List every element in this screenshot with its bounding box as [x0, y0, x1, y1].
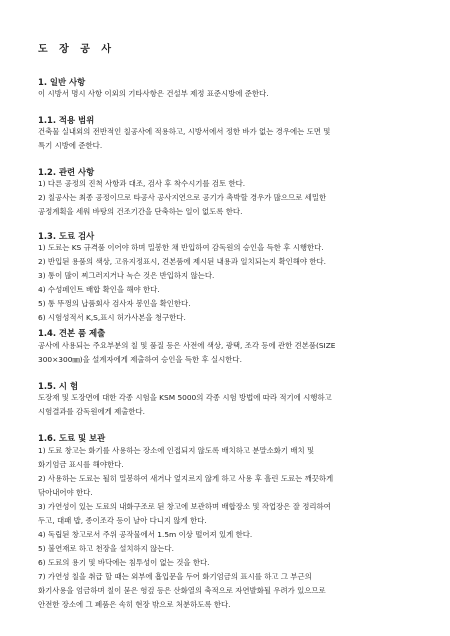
section-title: 1.2. 관련 사항 — [38, 167, 95, 177]
text-line: 도장재 및 도장면에 대한 각종 시험을 KSM 5000의 각종 시험 방법에 따라 적기에 시행하고 — [38, 393, 332, 402]
document-title: 도 장 공 사 — [38, 44, 116, 55]
text-line: 4) 수성페인트 배합 확인을 해야 한다. — [38, 285, 160, 294]
text-line: 6) 도료의 용기 및 바닥에는 침투성이 없는 것을 한다. — [38, 558, 210, 567]
text-line: 공사에 사용되는 주요부분의 칠 및 품질 등은 사전에 색상, 광택, 조각 등에 관한 견본품(SIZE — [38, 341, 336, 350]
text-line: 안전한 장소에 그 폐품은 속히 현장 밖으로 처분하도록 한다. — [38, 600, 231, 609]
text-line: 2) 반입된 용품의 색상, 고유지정표시, 견본품에 제시된 내용과 일치되는지 확인해야 한다. — [38, 257, 327, 266]
text-line: 2) 사용하는 도료는 될히 밀봉하여 새거나 엎지르지 않게 하고 사용 후 흘린 도료는 깨끗하게 — [38, 474, 334, 483]
text-line: 특기 시방에 준한다. — [38, 141, 103, 150]
text-line: 1) 다른 공정의 진척 사항과 대조, 검사 후 착수시기를 검토 한다. — [38, 179, 246, 188]
text-line: 공정계획을 세워 바탕의 건조기간을 단축하는 일이 없도록 한다. — [38, 207, 243, 216]
section-title: 1.5. 시 험 — [38, 381, 79, 391]
section-title: 1.6. 도료 및 보관 — [38, 433, 106, 443]
text-line: 시험결과를 감독원에게 제출한다. — [38, 407, 146, 416]
text-line: 3) 가연성이 있는 도료의 내화구조로 된 창고에 보관하며 배합장소 및 작업장은 잘 정리하여 — [38, 502, 331, 511]
text-line: 건축물 실내외의 전반적인 칠공사에 적용하고, 시방서에서 정한 바가 없는 경우에는 도면 및 — [38, 127, 331, 136]
text-line: 이 시방서 명시 사항 이외의 기타사항은 건설부 제정 표준시방에 준한다. — [38, 89, 269, 98]
text-line: 5) 통 뚜껑의 납품회사 검사자 봉인을 확인한다. — [38, 299, 191, 308]
text-line: 6) 시험성적서 K,S,표시 허가사본을 청구한다. — [38, 313, 186, 322]
text-line: 두고, 대패 밥, 종이조각 등이 날아 다니지 않게 한다. — [38, 516, 207, 525]
text-line: 화기사용을 엄금하며 칠이 묻은 헝겊 등은 산화열의 축적으로 자연발화될 우려가 있으므로 — [38, 586, 326, 595]
text-line: 7) 가연성 칠을 취급 할 때는 외부에 흡입문을 두어 화기엄금의 표시를 하고 그 부근의 — [38, 572, 312, 581]
text-line: 닦아내어야 한다. — [38, 488, 93, 497]
text-line: 300×300㎜)을 설계자에게 제출하여 승인을 득한 후 실시한다. — [38, 355, 242, 364]
text-line: 1) 도료는 KS 규격품 이어야 하며 밀봉한 채 반입하여 감독원의 승인을 득한 후 시행한다. — [38, 243, 324, 252]
section-title: 1. 일반 사항 — [38, 77, 86, 87]
section-title: 1.1. 적용 범위 — [38, 115, 95, 125]
text-line: 3) 통이 많이 찌그러지거나 녹슨 것은 반입하지 않는다. — [38, 271, 215, 280]
section-title: 1.4. 견본 품 제출 — [38, 328, 106, 338]
text-line: 5) 불연재로 하고 천장을 설치하지 않는다. — [38, 544, 174, 553]
text-line: 4) 독립된 창고로서 주위 공작물에서 1.5m 이상 떨어져 있게 한다. — [38, 530, 253, 539]
text-line: 화기엄금 표시를 해야한다. — [38, 460, 124, 469]
text-line: 1) 도료 창고는 화기를 사용하는 장소에 인접되지 않도록 배치하고 분말소화기 배치 및 — [38, 446, 315, 455]
text-line: 2) 칠공사는 최종 공정이므로 타공사 공사지연으로 공기가 촉박할 경우가 많으므로 세밀한 — [38, 193, 327, 202]
section-title: 1.3. 도료 검사 — [38, 231, 95, 241]
